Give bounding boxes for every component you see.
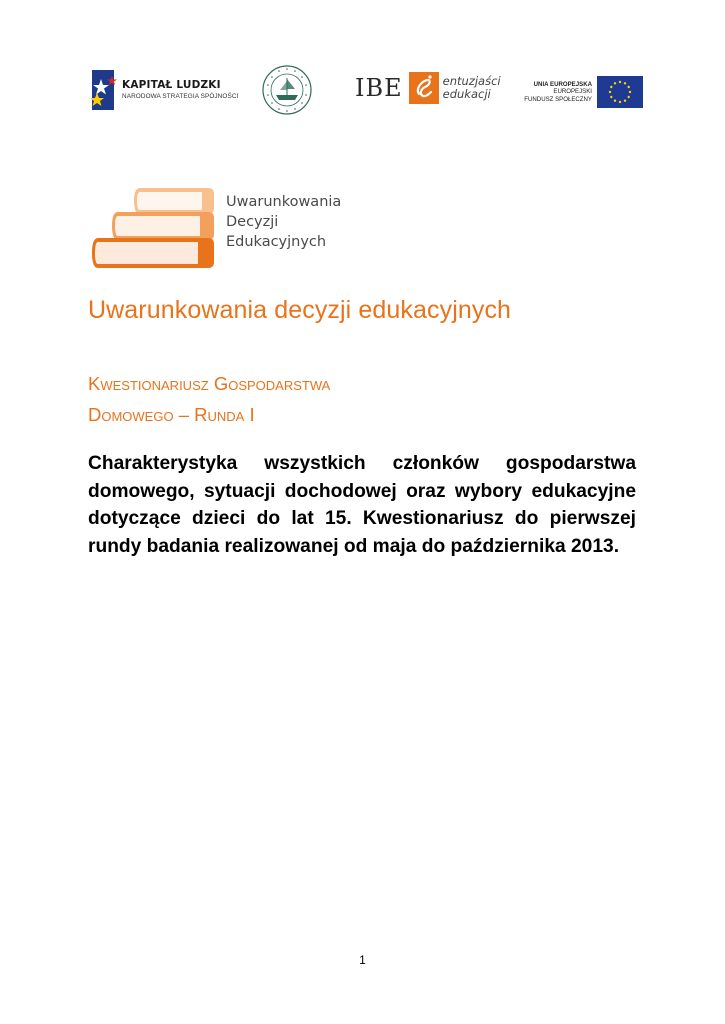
eu-logo — [524, 76, 643, 108]
document-subtitle — [88, 368, 330, 430]
document-title: Uwarunkowania decyzji edukacyjnych — [88, 296, 512, 324]
university-seal-icon — [262, 62, 312, 118]
eu-flag-icon — [597, 76, 643, 108]
subtitle-line2: Domowego – Runda I — [88, 404, 255, 425]
kapital-ludzki-logo — [88, 70, 238, 110]
eu-line1: UNIA EUROPEJSKA — [533, 80, 592, 88]
kapital-ludzki-title: KAPITAŁ LUDZKI — [122, 79, 221, 92]
page-number: 1 — [359, 953, 366, 967]
ibe-e-icon — [409, 72, 439, 104]
project-logo-line3: Edukacyjnych — [226, 234, 327, 250]
ibe-logo — [355, 72, 501, 104]
ibe-line2: edukacji — [442, 87, 491, 101]
kapital-ludzki-star-icon — [88, 70, 118, 110]
eu-line2: EUROPEJSKI — [553, 88, 592, 96]
ibe-line1: entuzjaści — [442, 74, 501, 88]
project-logo-line2: Decyzji — [226, 214, 279, 230]
project-logo-line1: Uwarunkowania — [226, 194, 342, 210]
kapital-ludzki-subtitle: NARODOWA STRATEGIA SPÓJNOŚCI — [122, 92, 239, 100]
document-description: Charakterystyka wszystkich członków gospodarstwa domowego, sytuacji dochodowej oraz wybory edukacyjne dotyczące dzieci do lat 15. Kwestionariusz do pierwszej rundy badania realizowanej od maja do października 2013. — [88, 453, 636, 557]
ibe-text: IBE — [355, 74, 403, 102]
project-logo — [90, 180, 380, 280]
university-seal-logo — [262, 62, 312, 123]
subtitle-line1: Kwestionariusz Gospodarstwa — [88, 373, 331, 394]
logo-bar — [88, 62, 643, 122]
eu-line3: FUNDUSZ SPOŁECZNY — [524, 95, 592, 103]
stacked-books-icon — [90, 180, 220, 280]
